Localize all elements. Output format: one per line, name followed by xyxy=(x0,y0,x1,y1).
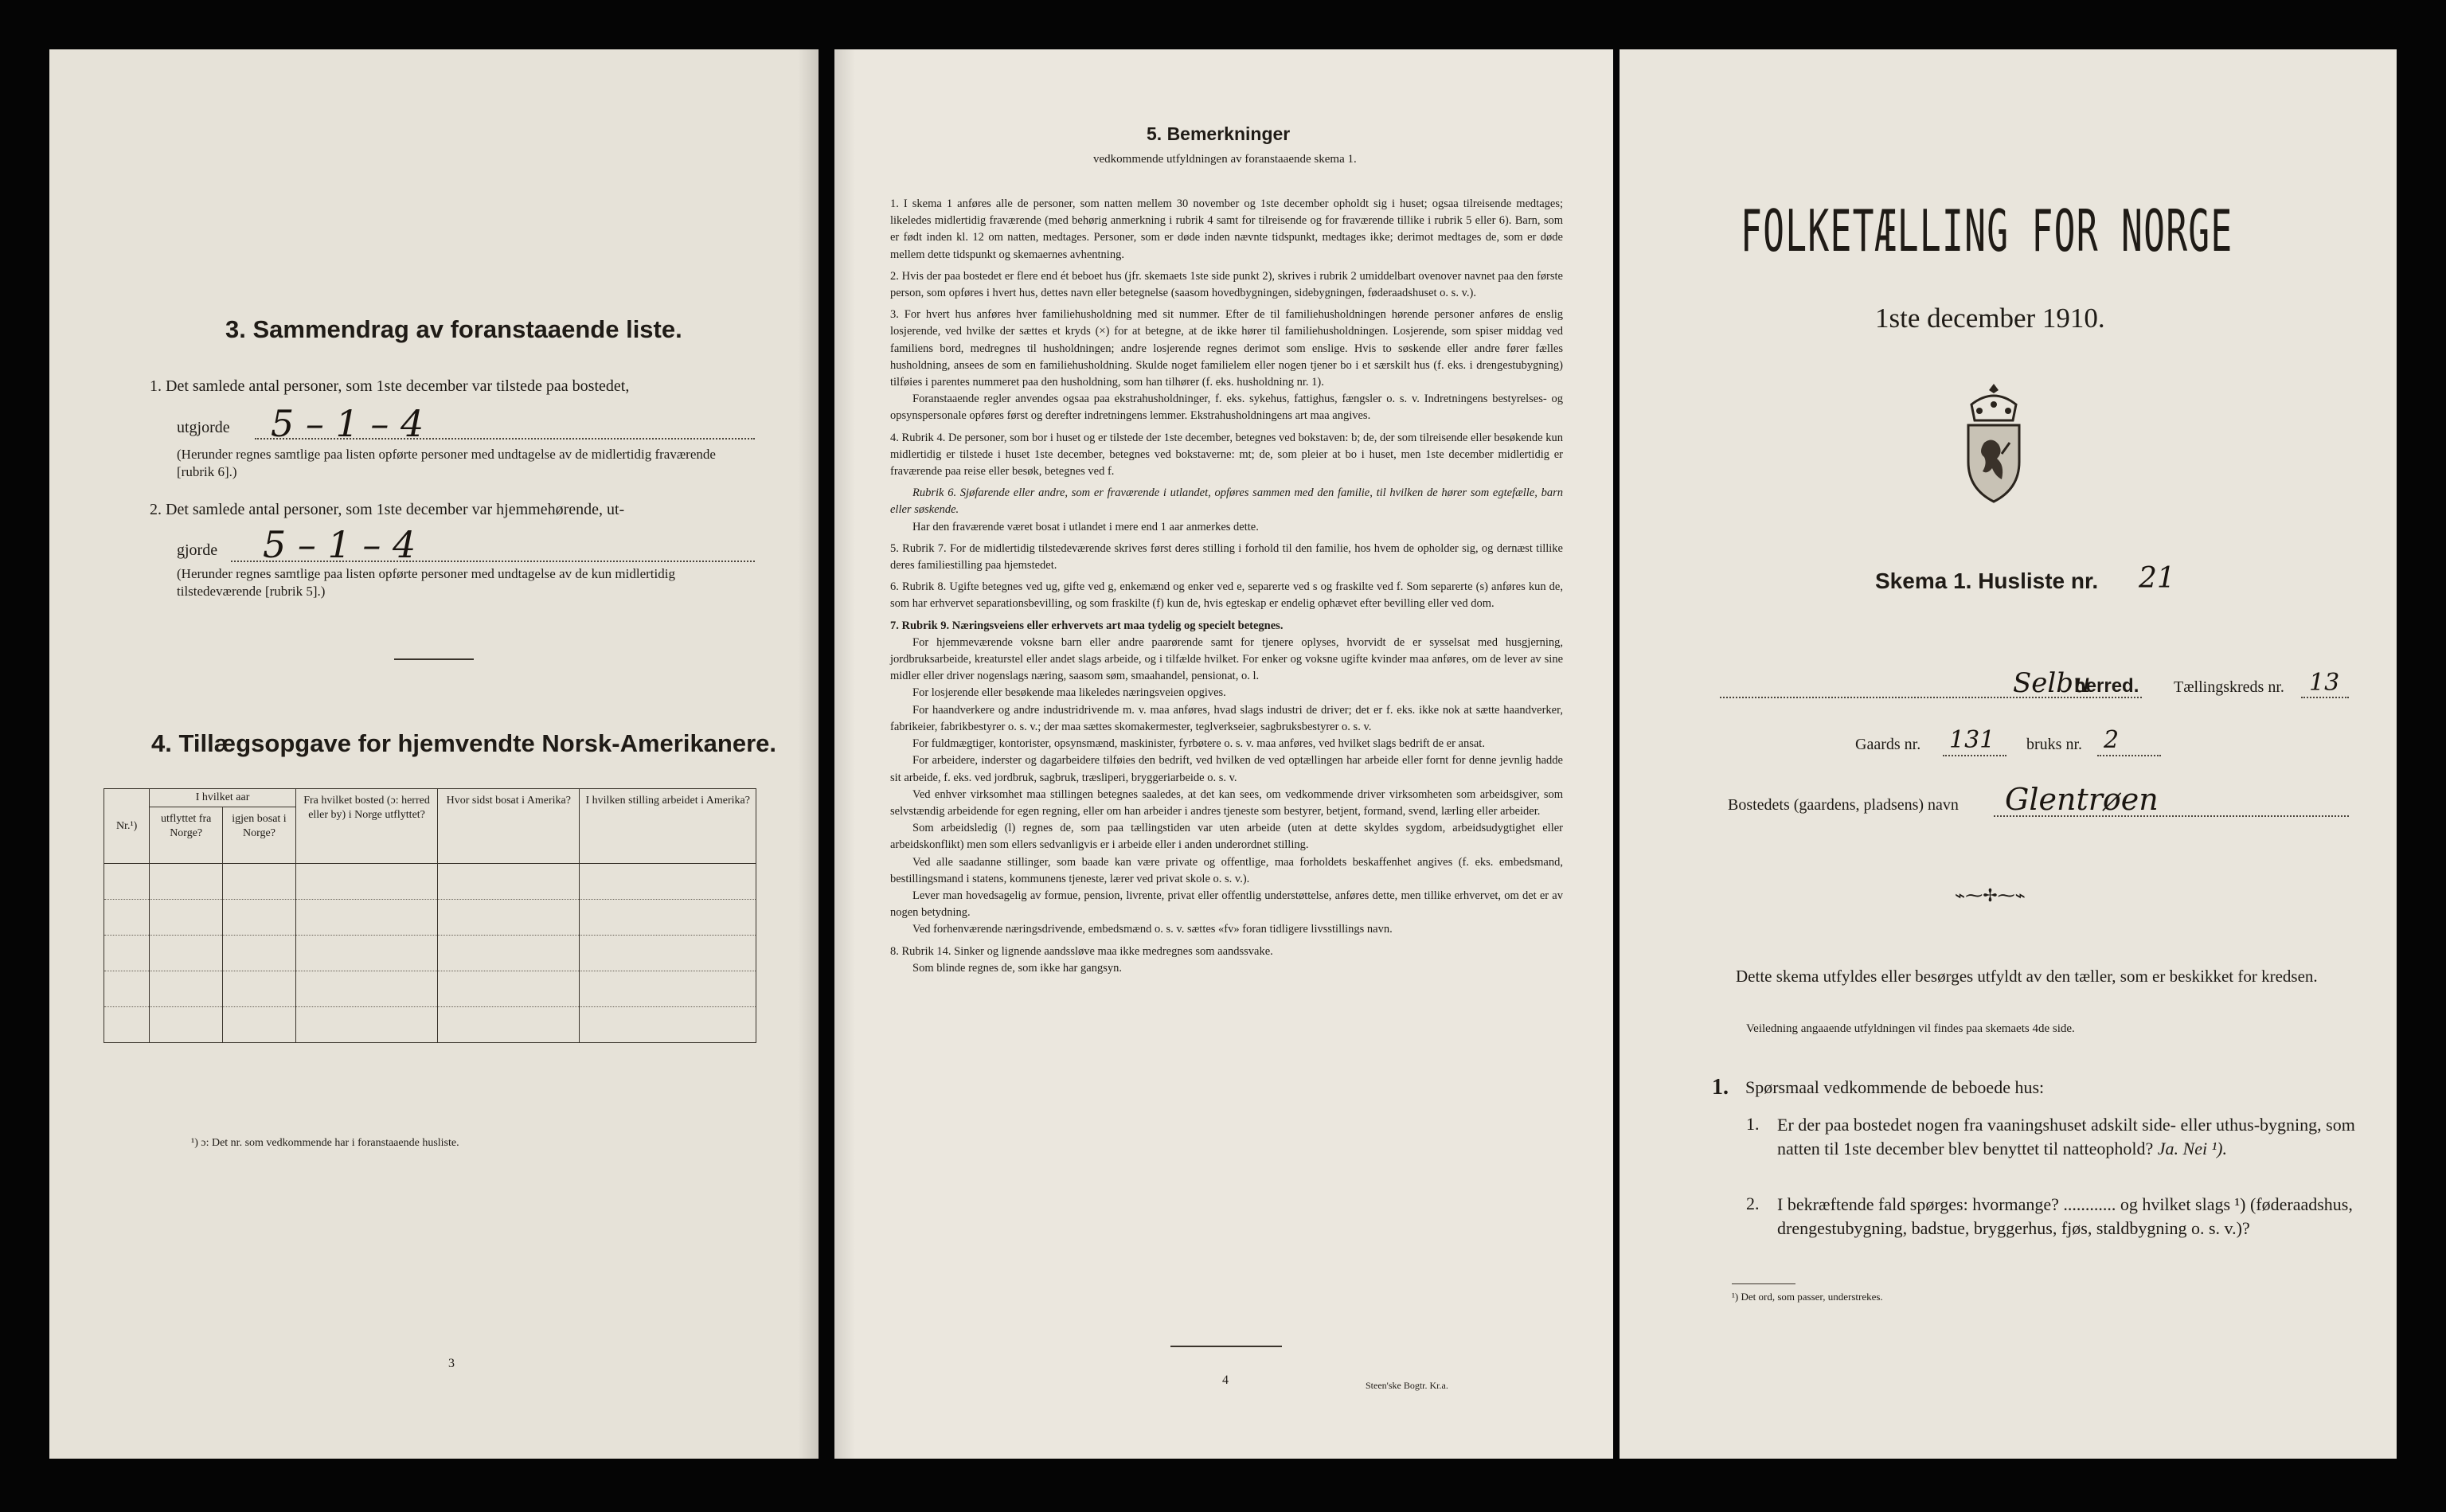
ornament-icon: ⌁⁓✢⁓⌁ xyxy=(1955,885,2026,905)
bemerkninger-text xyxy=(890,196,1563,977)
paragraph-5: 5. Rubrik 7. For de midlertidig tilstedeværende skrives først deres stilling i forhold til den familie, hos hvem de opholder sig, og dernæst tillike deres familiestilling paa hjemstedet. xyxy=(890,541,1563,572)
paragraph-7b: For losjerende eller besøkende maa likeledes næringsveien opgives. xyxy=(912,686,1226,700)
q1-1-number: 1. xyxy=(1746,1114,1760,1134)
paragraph-7c: For haandverkere og andre industridrivende m. v. maa anføres, hvad slags industri de driver; det er f. eks. ikke nok at sætte haandverker, fabrikeier, fabrikbestyrer o. s. v.; der maa sættes skomakermester, teglverkseier, sagbruksbestyrer o. s. v. xyxy=(890,703,1563,733)
kreds-dotted-line xyxy=(2301,697,2349,698)
schema-label: Skema 1. Husliste nr. xyxy=(1875,568,2099,593)
instruction-text: Dette skema utfyldes eller besørges utfyldt av den tæller, som er beskikket for kredsen. xyxy=(1736,967,2318,986)
section-3-title: 3. Sammendrag av foranstaaende liste. xyxy=(225,315,682,343)
table-row xyxy=(104,1007,756,1043)
bruks-dotted-line xyxy=(2097,755,2161,756)
kreds-label: Tællingskreds nr. xyxy=(2174,678,2284,696)
census-date: 1ste december 1910. xyxy=(1875,303,2105,334)
col-from-where: Fra hvilket bosted (ɔ: herred eller by) i Norge utflyttet? xyxy=(295,789,437,864)
table-row xyxy=(104,971,756,1007)
table-footnote: ¹) ɔ: Det nr. som vedkommende har i foranstaaende husliste. xyxy=(191,1137,459,1149)
table-row xyxy=(104,900,756,936)
col-returned: igjen bosat i Norge? xyxy=(223,807,296,864)
page-number-3: 3 xyxy=(448,1357,455,1370)
gaards-dotted-line xyxy=(1943,755,2006,756)
paragraph-7f: Ved enhver virksomhet maa stillingen betegnes saaledes, at det kan sees, om vedkommende driver virksomheten som arbeidsgiver, som selvstændig arbeidende for egen regning, eller om han arbeider i andres tjeneste som bestyrer, betjent, formand, svend, lærling eller arbeider. xyxy=(890,787,1563,818)
gaards-label: Gaards nr. xyxy=(1855,736,1921,753)
item-1-text: 1. Det samlede antal personer, som 1ste december var tilstede paa bostedet, xyxy=(150,377,630,395)
herred-label: herred. xyxy=(2074,675,2139,697)
bosted-label: Bostedets (gaardens, pladsens) navn xyxy=(1728,796,1959,814)
paragraph-7d: For fuldmægtiger, kontorister, opsynsmænd, maskinister, fyrbøtere o. s. v. maa anføres, ved hvilket slags bedrift de er ansat. xyxy=(912,737,1485,751)
q1-2-number: 2. xyxy=(1746,1194,1760,1213)
item-2-note: (Herunder regnes samtlige paa listen opførte personer med undtagelse av de kun midlertidig tilstedeværende [rubrik 5].) xyxy=(177,566,675,599)
paragraph-4: 4. Rubrik 4. De personer, som bor i huset og er tilstede der 1ste december, betegnes ved bokstaven: b; de, der som tilreisende eller besøkende kun midlertidig er tilstede i huset 1ste december, betegnes ved bokstaverne: mt; de, som pleier at bo i huset, men 1ste december midlertidig er fraværende paa reise eller besøk, betegnes ved f. xyxy=(890,431,1563,479)
section-4-title: 4. Tillægsopgave for hjemvendte Norsk-Amerikanere. xyxy=(151,729,777,757)
divider xyxy=(1732,1283,1795,1284)
item-1-prefix: utgjorde xyxy=(177,419,230,436)
bosted-value: Glentrøen xyxy=(2005,782,2159,817)
col-year-group: I hvilket aar xyxy=(150,789,296,807)
paragraph-3b: Foranstaaende regler anvendes ogsaa paa ekstrahusholdninger, f. eks. sykehus, fattighus, fængsler o. s. v. Indretningens bestyrelses- og opsynspersonale opføres først og derefter indretningens lemmer. Ekstrahusholdningens art maa angives. xyxy=(890,393,1563,423)
table-row xyxy=(104,864,756,900)
col-occupation: I hvilken stilling arbeidet i Amerika? xyxy=(580,789,756,864)
paragraph-4b: Rubrik 6. Sjøfarende eller andre, som er fraværende i utlandet, opføres sammen med den familie, til hvilken de hører som egtefælle, barn eller søskende. xyxy=(890,486,1563,517)
herred-value: Selbu xyxy=(2013,667,2091,699)
paragraph-7: 7. Rubrik 9. Næringsveiens eller erhvervets art maa tydelig og specielt betegnes. xyxy=(890,619,1284,632)
paragraph-3: 3. For hvert hus anføres hver familiehusholdning med sit nummer. Efter de til familiehusholdningen hørende personer anføres de enslig losjerende, ved hvilke der sættes et kryds (×) for at betegne, at de ikke hører til familiehusholdningen. Losjerende, som spiser middag ved familiens bord, medregnes til husholdningen; andre losjerende regnes derimot som enslige. Hvis to søskende eller andre fører fælles husholdning, ansees de som en familiehusholdning. Skulde noget familielem eller nogen tjener bo i et særskilt hus (f. eks. i drengestubygning) tilføies i parentes nummeret paa den husholdning, som han tilhører (f. eks. husholdning nr. 1). xyxy=(890,308,1563,389)
norsk-amerikanere-table xyxy=(104,788,756,1043)
gaards-value: 131 xyxy=(1949,726,1995,754)
paragraph-8b: Som blinde regnes de, som ikke har gangsyn. xyxy=(912,961,1122,975)
col-emigrated: utflyttet fra Norge? xyxy=(150,807,223,864)
guide-note: Veiledning angaaende utfyldningen vil findes paa skemaets 4de side. xyxy=(1746,1022,2075,1035)
paragraph-8: 8. Rubrik 14. Sinker og lignende aandssløve maa ikke medregnes som aandssvake. xyxy=(890,944,1273,958)
bruks-value: 2 xyxy=(2104,726,2120,754)
table-row xyxy=(104,936,756,971)
printer-credit: Steen'ske Bogtr. Kr.a. xyxy=(1366,1380,1448,1391)
paragraph-7e: For arbeidere, inderster og dagarbeidere tilføies den bedrift, ved hvilken de ved optællingen har arbeide eller fornt for denne jevnlig hadde sit arbeide, f. eks. ved jordbruk, sagbruk, træsliperi, bryggeriarbeide o. s. v. xyxy=(890,754,1563,784)
item-2-prefix: gjorde xyxy=(177,541,218,559)
divider xyxy=(394,658,474,660)
col-last-residence: Hvor sidst bosat i Amerika? xyxy=(438,789,580,864)
q1-title: Spørsmaal vedkommende de beboede hus: xyxy=(1745,1077,2045,1097)
page-number-4: 4 xyxy=(1222,1373,1229,1387)
q1-number: 1. xyxy=(1712,1075,1729,1100)
paragraph-7i: Lever man hovedsagelig av formue, pension, livrente, privat eller offentlig understøttelse, anføres dette, men tillike erhvervet, om det er av nogen betydning. xyxy=(890,889,1563,920)
divider xyxy=(1170,1346,1282,1347)
paragraph-2: 2. Hvis der paa bostedet er flere end ét beboet hus (jfr. skemaets 1ste side punkt 2), skrives i rubrik 2 umiddelbart ovenover navnet paa den første person, som opføres i hvert hus, dettes navn eller betegnelse (saasom hovedbygningen, sidebygningen, føderaadshuset o. s. v.). xyxy=(890,269,1563,300)
husliste-nr-value: 21 xyxy=(2139,562,2175,595)
item-2-text: 2. Det samlede antal personer, som 1ste december var hjemmehørende, ut- xyxy=(150,501,625,518)
item-2-handwritten-value: 5 – 1 – 4 xyxy=(263,523,416,566)
coat-of-arms-icon xyxy=(1957,381,2030,506)
page-fold-shadow xyxy=(834,49,855,1459)
q1-1-question: Er der paa bostedet nogen fra vaaningshuset adskilt side- eller uthus-bygning, som natten til 1ste december blev benyttet til natteophold? xyxy=(1777,1115,2355,1158)
paragraph-7j: Ved forhenværende næringsdrivende, embedsmænd o. s. v. sættes «fv» foran tidligere livsstillings navn. xyxy=(912,923,1393,936)
paragraph-7g: Som arbeidsledig (l) regnes de, som paa tællingstiden var uten arbeide (uten at dette skyldes sygdom, arbeidsudygtighet eller arbeidskonflikt) men som ellers sedvanligvis er i arbeide eller i anden underordnet stilling. xyxy=(890,822,1563,852)
item-1-note: (Herunder regnes samtlige paa listen opførte personer med undtagelse av de midlertidig fraværende [rubrik 6].) xyxy=(177,447,716,479)
item-1-handwritten-value: 5 – 1 – 4 xyxy=(271,402,424,445)
kreds-value: 13 xyxy=(2309,669,2340,697)
q1-1-text xyxy=(1777,1113,2366,1161)
bemerkninger-subtitle: vedkommende utfyldningen av foranstaaende skema 1. xyxy=(1093,153,1357,166)
paragraph-1: 1. I skema 1 anføres alle de personer, som natten mellem 30 november og 1ste december opholdt sig i huset; ogsaa tilreisende medtages; likeledes midlertidig fraværende (med behørig anmerkning i rubrik 4 samt for tilreisende og for fraværende tillike i rubrik 5 eller 6). Barn, som er født inden kl. 12 om natten, medtages. Personer, som er døde inden nævnte tidspunkt, medtages ikke; derimot medtages de, som er døde mellem dette tidspunkt og skemaernes avhentning. xyxy=(890,197,1563,261)
paragraph-7a: For hjemmeværende voksne barn eller andre paarørende samt for tjenere oplyses, hvorvidt de er sysselsat med husgjerning, jordbruksarbeide, kreaturstel eller andet slags arbeide, og i tilfælde hvilket. For enker og voksne ugifte kvinder maa anføres, om de lever av sine midler eller driver nogenslags næring, saasom søm, smaahandel, pensionat, o. l. xyxy=(890,635,1563,683)
bruks-label: bruks nr. xyxy=(2026,736,2082,753)
paragraph-4c: Har den fraværende været bosat i utlandet i mere end 1 aar anmerkes dette. xyxy=(912,520,1259,533)
col-nr: Nr.¹) xyxy=(104,789,150,864)
census-title: FOLKETÆLLING FOR NORGE xyxy=(1741,197,2233,264)
page-fold-shadow xyxy=(798,49,819,1459)
paragraph-6: 6. Rubrik 8. Ugifte betegnes ved ug, gifte ved g, enkemænd og enker ved e, separerte ved s og fraskilte ved f. Som separerte (s) anføres kun de, som har erhvervet separationsbevilling, og som fraskilte (f) kun de, hvis egteskap er endelig ophævet efter bevilling eller ved dom. xyxy=(890,580,1563,611)
paragraph-7h: Ved alle saadanne stillinger, som baade kan være private og offentlige, maa forholdets beskaffenhet angives (f. eks. embedsmand, bestillingsmand i statens, kommunens tjeneste, lærer ved privat skole o. s. v.). xyxy=(890,855,1563,885)
q1-2-text: I bekræftende fald spørges: hvormange? ............ og hvilket slags ¹) (føderaadshus, drengestubygning, badstue, bryggerhus, fjøs, staldbygning o. s. v.)? xyxy=(1777,1194,2353,1238)
q1-1-answer: Ja. Nei ¹). xyxy=(2157,1139,2227,1158)
right-footnote: ¹) Det ord, som passer, understrekes. xyxy=(1732,1291,1883,1303)
bemerkninger-title: 5. Bemerkninger xyxy=(1147,123,1291,144)
